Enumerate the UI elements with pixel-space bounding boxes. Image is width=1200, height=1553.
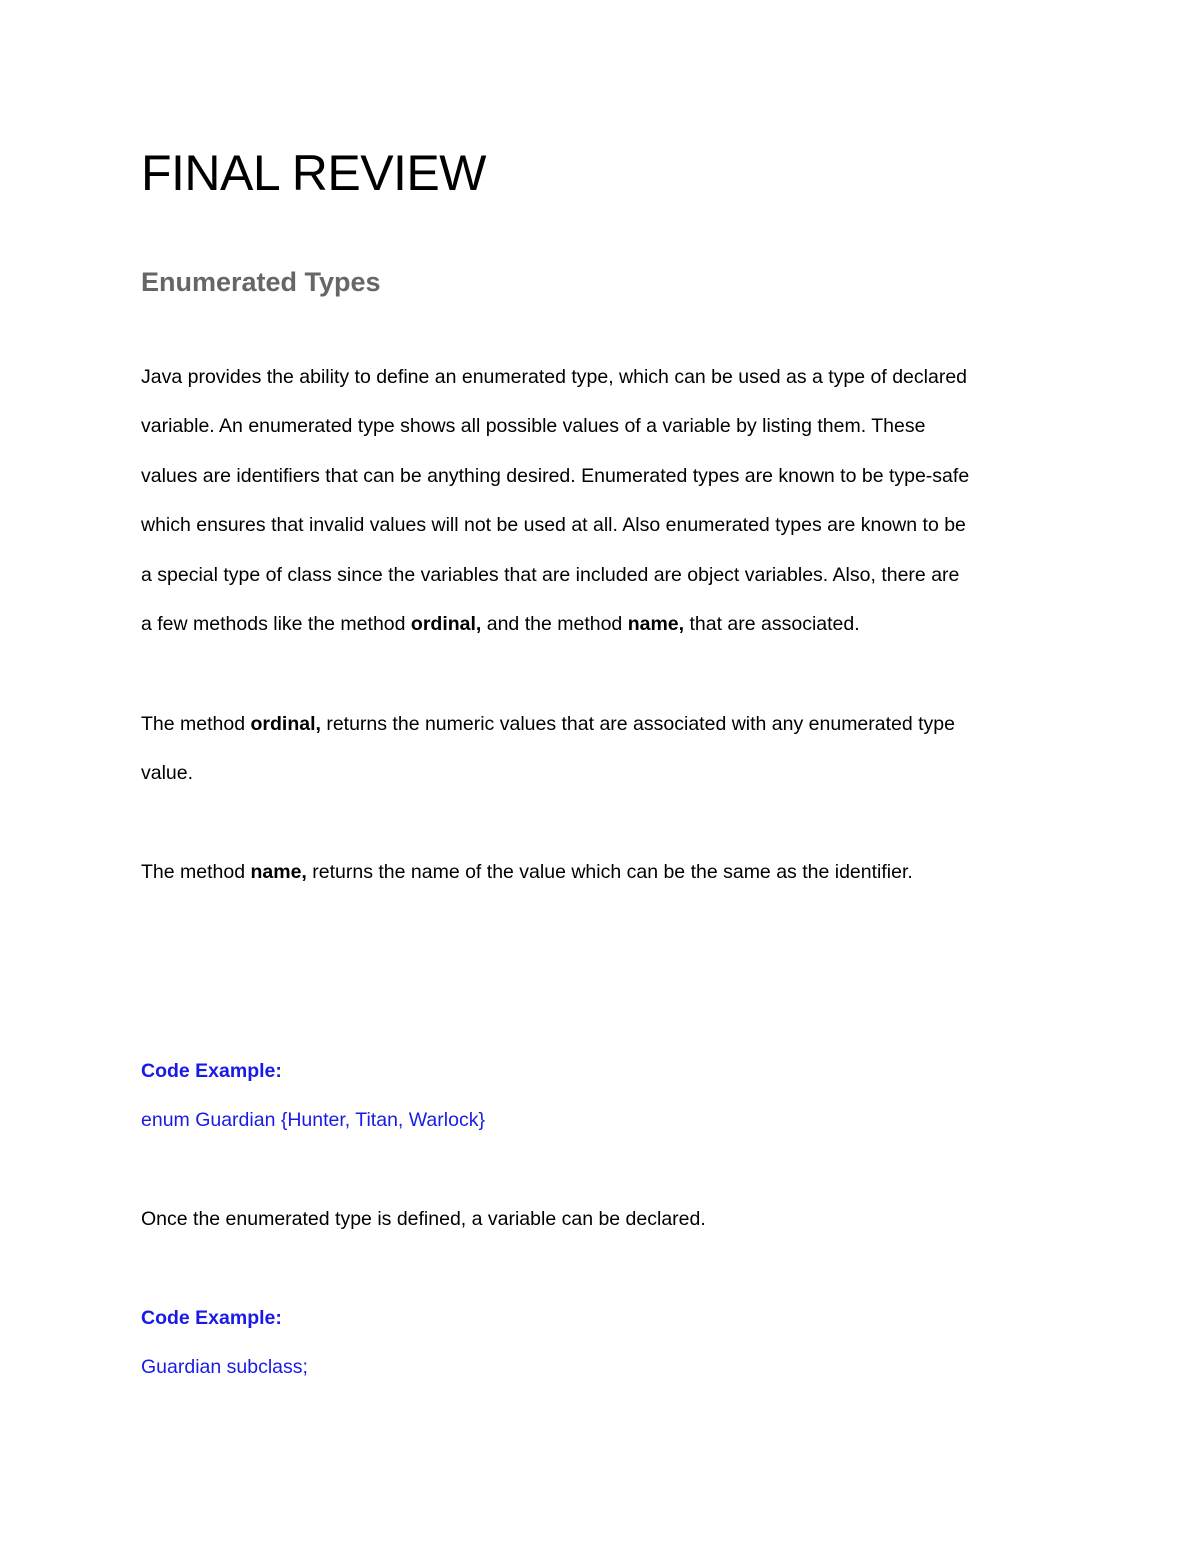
ordinal-text: The method — [141, 713, 251, 735]
intro-paragraph — [141, 353, 1076, 649]
intro-line: variable. An enumerated type shows all possible values of a variable by listing them. These — [141, 415, 926, 438]
ordinal-line — [141, 700, 1076, 749]
intro-line: Java provides the ability to define an enumerated type, which can be used as a type of declared — [141, 366, 968, 388]
page-title: FINAL REVIEW — [141, 145, 486, 201]
name-text: returns the name of the value which can be the same as the identifier. — [306, 861, 913, 883]
code-example-label: Code Example: — [141, 1307, 282, 1329]
intro-text: that are associated. — [684, 613, 860, 636]
keyword-ordinal: ordinal, — [250, 713, 321, 735]
name-text: The method — [141, 861, 251, 883]
code-example-code: enum Guardian {Hunter, Titan, Warlock} — [141, 1109, 485, 1131]
ordinal-paragraph — [141, 700, 1076, 799]
code-example-label: Code Example: — [141, 1060, 282, 1082]
declaration-note: Once the enumerated type is defined, a variable can be declared. — [141, 1208, 706, 1230]
keyword-name: name, — [627, 613, 685, 636]
keyword-ordinal: ordinal, — [410, 613, 482, 636]
intro-text: a few methods like the method — [141, 613, 411, 636]
name-line — [141, 848, 1076, 897]
intro-text: and the method — [481, 613, 628, 636]
ordinal-text: returns the numeric values that are associated with any enumerated type — [320, 713, 955, 735]
intro-line — [141, 600, 1076, 649]
intro-line: values are identifiers that can be anything desired. Enumerated types are known to be type-safe — [141, 464, 970, 487]
keyword-name: name, — [250, 861, 307, 883]
name-paragraph — [141, 848, 1076, 897]
intro-line: a special type of class since the variables that are included are object variables. Also, there are — [141, 563, 960, 586]
section-heading: Enumerated Types — [141, 267, 381, 297]
intro-line: which ensures that invalid values will not be used at all. Also enumerated types are known to be — [141, 514, 966, 537]
ordinal-line: value. — [141, 762, 194, 785]
code-example-code: Guardian subclass; — [141, 1356, 308, 1378]
